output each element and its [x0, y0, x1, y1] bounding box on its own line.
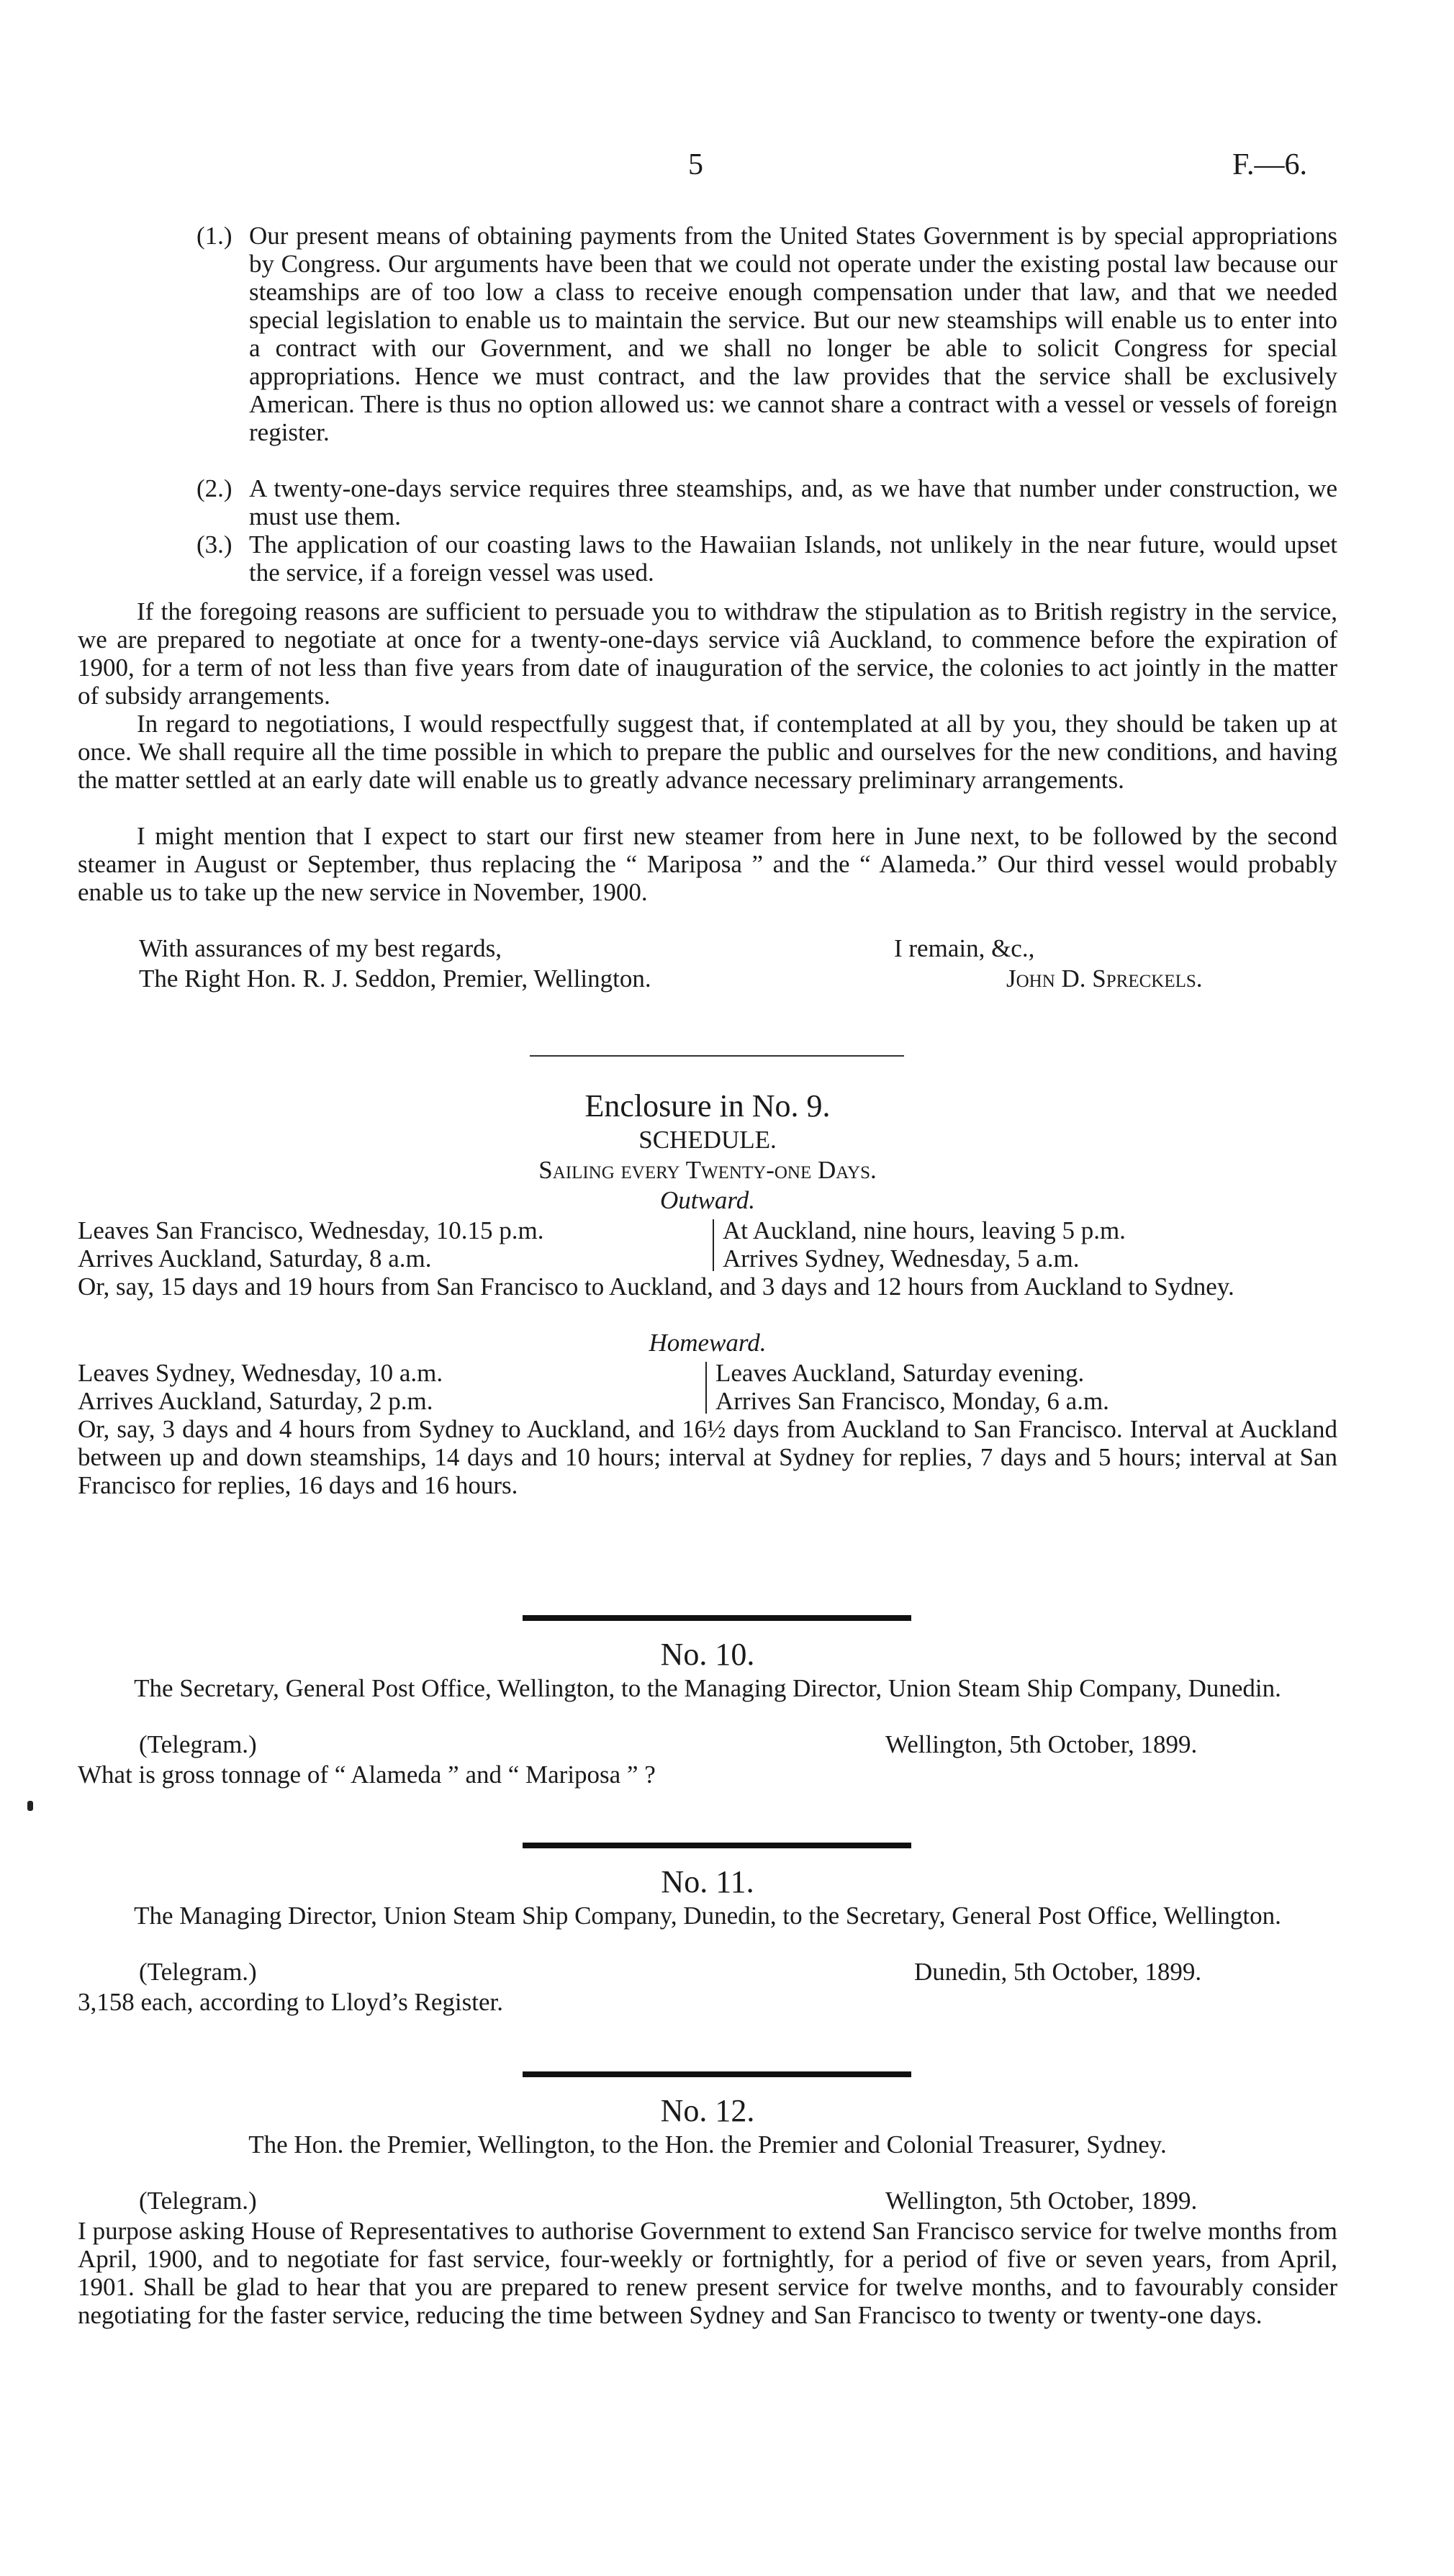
schedule-line: Arrives San Francisco, Monday, 6 a.m. [715, 1387, 1109, 1415]
section-title: No. 10. [660, 1637, 755, 1672]
schedule-line: Arrives Auckland, Saturday, 2 p.m. [78, 1387, 433, 1415]
outward-schedule [78, 1216, 1337, 1273]
column-divider [705, 1362, 707, 1414]
telegram-row [78, 1730, 1337, 1761]
telegram-row [78, 2187, 1337, 2217]
section-no-12 [78, 2092, 1337, 2358]
place-date: Wellington, 5th October, 1899. [885, 2187, 1198, 2215]
letter-body [78, 597, 1337, 934]
section-rule [523, 2071, 911, 2077]
section-address: The Hon. the Premier, Wellington, to the Hon. the Premier and Colonial Treasurer, Sydney. [248, 2130, 1167, 2159]
outward-right [723, 1216, 1126, 1273]
section-rule [523, 1615, 911, 1621]
section-address: The Secretary, General Post Office, Wellington, to the Managing Director, Union Steam Ship Company, Dunedin. [134, 1674, 1281, 1702]
paragraph: In regard to negotiations, I would respectfully suggest that, if contemplated at all by you, they should be taken up at once. We shall require all the time possible in which to prepare the public and ourselves for the new conditions, and having the matter settled at an early date will enable us to greatly advance necessary preliminary arrangements. [78, 710, 1337, 794]
enclosure-title: Enclosure in No. 9. [584, 1088, 831, 1124]
list-number: (1.) [197, 222, 232, 250]
ink-mark [27, 1801, 33, 1811]
homeward-right [715, 1359, 1109, 1415]
homeward-left [78, 1359, 443, 1415]
list-text: Our present means of obtaining payments from the United States Government is by special appropriations by Congress. Our arguments have been that we could not operate under the existing postal law because our steamships are of too low a class to receive enough compensation under that law, and that we needed special legislation to enable us to maintain the service. But our new steamships will enable us to enter into a contract with our Government, and we shall no longer be able to solicit Congress for special appropriations. Hence we must contract, and the law provides that the service shall be exclusively American. There is thus no option allowed us: we cannot share a contract with a vessel or vessels of foreign register. [249, 222, 1337, 446]
closing-row [78, 934, 1337, 964]
list-item [78, 474, 1337, 530]
place-date: Dunedin, 5th October, 1899. [914, 1958, 1202, 1986]
list-number: (3.) [197, 530, 232, 559]
telegram-label: (Telegram.) [139, 1730, 257, 1758]
list-text: A twenty-one-days service requires three steamships, and, as we have that number under construction, we must use them. [249, 474, 1337, 530]
section-title: No. 11. [661, 1864, 754, 1899]
place-date: Wellington, 5th October, 1899. [885, 1730, 1198, 1758]
closing-row [78, 964, 1337, 995]
list-number: (2.) [197, 474, 232, 502]
list-text: The application of our coasting laws to the Hawaiian Islands, not unlikely in the near future, would upset the service, if a foreign vessel was used. [249, 530, 1337, 587]
section-rule [523, 1843, 911, 1848]
homeward-summary: Or, say, 3 days and 4 hours from Sydney to Auckland, and 16½ days from Auckland to San Francisco. Interval at Auckland between up and down steamships, 14 days and 10 hours; interval at Sydney for replies, 7 days and 5 hours; interval at San Francisco for replies, 16 days and 16 hours. [78, 1415, 1337, 1499]
closing-regards: With assurances of my best regards, [139, 934, 502, 962]
schedule-line: At Auckland, nine hours, leaving 5 p.m. [723, 1216, 1126, 1244]
outward-summary: Or, say, 15 days and 19 hours from San Francisco to Auckland, and 3 days and 12 hours from Auckland to Sydney. [78, 1273, 1234, 1301]
letter-closing [78, 934, 1337, 992]
homeward-label: Homeward. [649, 1329, 767, 1357]
list-item [78, 222, 1337, 474]
enclosure-section [78, 1087, 1337, 1527]
list-item [78, 530, 1337, 587]
schedule-heading: SCHEDULE. [638, 1126, 777, 1154]
section-title: No. 12. [660, 2093, 755, 2128]
section-no-10 [78, 1635, 1337, 1789]
telegram-body: What is gross tonnage of “ Alameda ” and “ Mariposa ” ? [78, 1761, 656, 1789]
telegram-row [78, 1958, 1337, 1988]
outward-label: Outward. [660, 1186, 755, 1214]
section-address: The Managing Director, Union Steam Ship Company, Dunedin, to the Secretary, General Post Office, Wellington. [134, 1902, 1281, 1930]
outward-left [78, 1216, 543, 1273]
schedule-line: Arrives Auckland, Saturday, 8 a.m. [78, 1244, 432, 1273]
paragraph: I might mention that I expect to start our first new steamer from here in June next, to be followed by the second steamer in August or September, thus replacing the “ Mariposa ” and the “ Alameda.” Our third vessel would probably enable us to take up the new service in November, 1900. [78, 822, 1337, 906]
reasons-list [78, 222, 1337, 587]
schedule-line: Arrives Sydney, Wednesday, 5 a.m. [723, 1244, 1080, 1273]
closing-remain: I remain, &c., [894, 934, 1035, 962]
closing-addressee: The Right Hon. R. J. Seddon, Premier, Wellington. [139, 964, 651, 993]
paragraph: If the foregoing reasons are sufficient to persuade you to withdraw the stipulation as to British registry in the service, we are prepared to negotiate at once for a twenty-one-days service viâ Auckland, to commence before the expiration of 1900, for a term of not less than five years from date of inauguration of the service, the colonies to act jointly in the matter of subsidy arrangements. [78, 597, 1337, 710]
divider [530, 1055, 904, 1057]
homeward-schedule [78, 1359, 1337, 1415]
signature: John D. Spreckels. [1006, 964, 1203, 993]
schedule-line: Leaves Sydney, Wednesday, 10 a.m. [78, 1359, 443, 1387]
telegram-label: (Telegram.) [139, 2187, 257, 2215]
page-number: 5 [688, 148, 703, 181]
document-reference: F.—6. [1232, 148, 1307, 181]
column-divider [713, 1219, 714, 1271]
section-no-11 [78, 1863, 1337, 2017]
sailing-heading: Sailing every Twenty-one Days. [538, 1156, 877, 1184]
telegram-body: 3,158 each, according to Lloyd’s Register. [78, 1988, 503, 2016]
page-header [0, 148, 1454, 187]
telegram-body: I purpose asking House of Representatives to authorise Government to extend San Francisco service for twelve months from April, 1900, and to negotiate for fast service, four-weekly or fortnightly, for a period of five or seven years, from April, 1901. Shall be glad to hear that you are prepared to renew present service for twelve months, and to favourably consider negotiating for the faster service, reducing the time between Sydney and San Francisco to twenty or twenty-one days. [78, 2217, 1337, 2329]
telegram-label: (Telegram.) [139, 1958, 257, 1986]
schedule-line: Leaves San Francisco, Wednesday, 10.15 p.m. [78, 1216, 544, 1244]
schedule-line: Leaves Auckland, Saturday evening. [715, 1359, 1085, 1387]
